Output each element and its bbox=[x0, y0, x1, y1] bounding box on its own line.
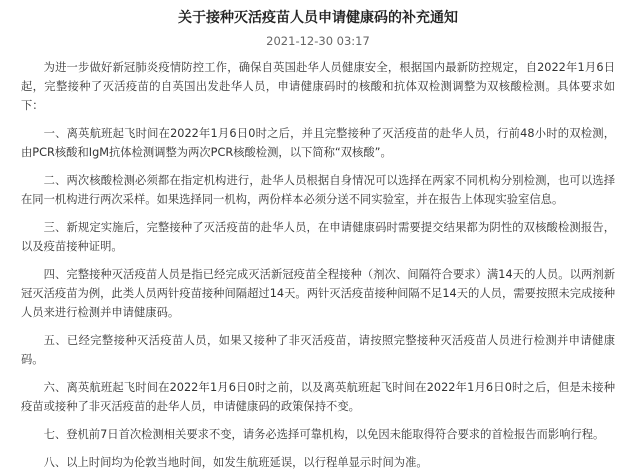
publish-date: 2021-12-30 03:17 bbox=[266, 34, 370, 48]
paragraph-item-6: 六、离英航班起飞时间在2022年1月6日0时之前，以及离英航班起飞时间在2022年1月6日0时之后，但是未接种疫苗或接种了非灭活疫苗的赴华人员，申请健康码的政策保持不变。 bbox=[21, 381, 615, 413]
paragraph-item-4: 四、完整接种灭活疫苗人员是指已经完成灭活新冠疫苗全程接种（剂次、间隔符合要求）满14天的人员。以两剂新冠灭活疫苗为例，此类人员两针疫苗接种间隔超过14天。两针灭活疫苗接种间隔不足14天的人员，需要按照未完成接种人员来进行检测并申请健康码。 bbox=[21, 268, 615, 319]
paragraph-item-1: 一、离英航班起飞时间在2022年1月6日0时之后，并且完整接种了灭活疫苗的赴华人员，行前48小时的双检测，由PCR核酸和IgM抗体检测调整为两次PCR核酸检测，以下简称“双核酸”。 bbox=[21, 127, 615, 159]
paragraph-item-5: 五、已经完整接种灭活疫苗人员，如果又接种了非灭活疫苗，请按照完整接种灭活疫苗人员进行检测并申请健康码。 bbox=[21, 334, 615, 366]
paragraph-item-3: 三、新规定实施后，完整接种了灭活疫苗的赴华人员，在申请健康码时需要提交结果都为阴性的双核酸检测报告，以及疫苗接种证明。 bbox=[21, 221, 615, 253]
paragraph-intro: 为进一步做好新冠肺炎疫情防控工作，确保自英国赴华人员健康安全，根据国内最新防控规定，自2022年1月6日起，完整接种了灭活疫苗的自英国出发赴华人员，申请健康码时的核酸和抗体双检测调整为双核酸检测。具体要求如下： bbox=[21, 61, 615, 112]
paragraph-item-2: 二、两次核酸检测必须都在指定机构进行，赴华人员根据自身情况可以选择在两家不同机构分别检测，也可以选择在同一机构进行两次采样。如果选择同一机构，两份样本必须分送不同实验室，并在报告上体现实验室信息。 bbox=[21, 174, 615, 206]
paragraph-item-7: 七、登机前7日首次检测相关要求不变，请务必选择可靠机构，以免因未能取得符合要求的首检报告而影响行程。 bbox=[43, 428, 605, 441]
notice-title: 关于接种灭活疫苗人员申请健康码的补充通知 bbox=[178, 10, 458, 26]
paragraph-item-8: 八、以上时间均为伦敦当地时间，如发生航班延误，以行程单显示时间为准。 bbox=[43, 456, 428, 469]
